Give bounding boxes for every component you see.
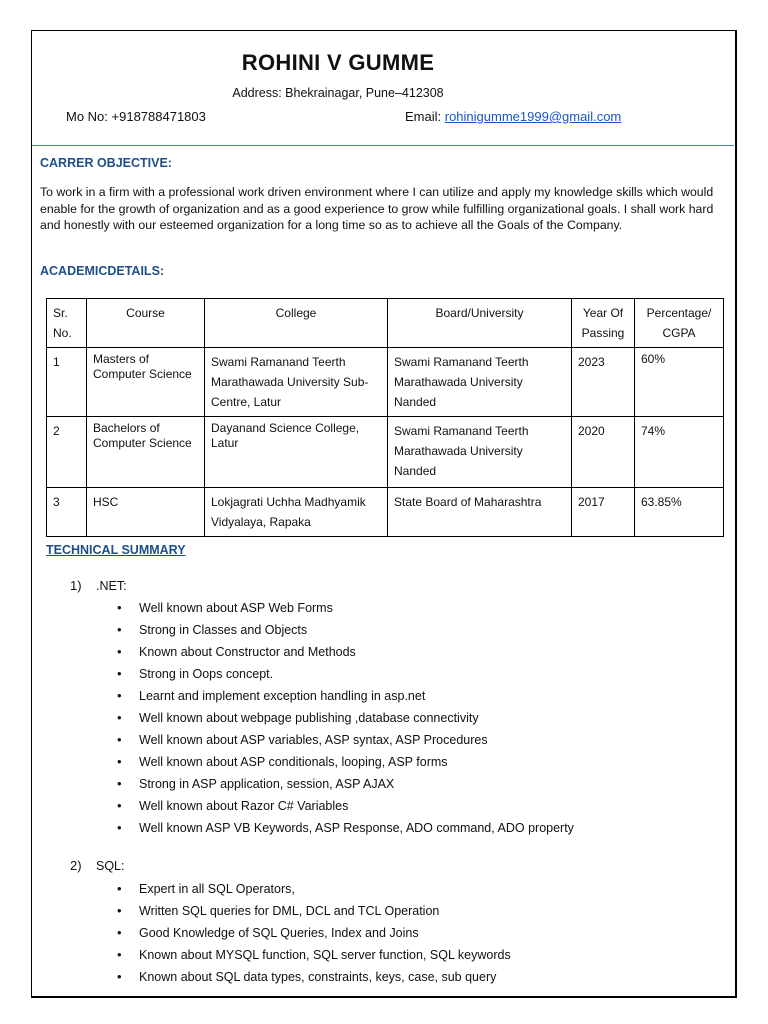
header-divider <box>32 145 734 146</box>
dotnet-skill-list <box>117 600 574 842</box>
technical-summary-heading: TECHNICAL SUMMARY <box>46 543 186 557</box>
list-item: • Known about SQL data types, constraints, keys, case, sub query <box>117 969 511 991</box>
mobile-number: Mo No: +918788471803 <box>66 109 206 124</box>
header-percentage: Percentage/ CGPA <box>635 299 724 348</box>
table-row <box>47 417 724 488</box>
cell-board: Swami Ramanand Teerth Marathawada University Nanded <box>388 348 572 417</box>
cell-percentage: 63.85% <box>635 488 724 537</box>
group-label: .NET: <box>96 579 127 593</box>
list-item: • Strong in Oops concept. <box>117 666 574 688</box>
list-item: • Well known ASP VB Keywords, ASP Response, ADO command, ADO property <box>117 820 574 842</box>
cell-course: Bachelors of Computer Science <box>87 417 205 488</box>
group-number: 1) <box>70 578 82 593</box>
header-course: Course <box>87 299 205 348</box>
table-row <box>47 488 724 537</box>
header-year: Year Of Passing <box>572 299 635 348</box>
candidate-name: ROHINI V GUMME <box>241 50 435 75</box>
objective-heading: CARRER OBJECTIVE: <box>40 156 172 170</box>
cell-college: Dayanand Science College, Latur <box>205 417 388 488</box>
header-college: College <box>205 299 388 348</box>
email-line <box>405 109 621 124</box>
cell-course: HSC <box>87 488 205 537</box>
header-board: Board/University <box>388 299 572 348</box>
cell-year: 2023 <box>572 348 635 417</box>
group-label: SQL: <box>96 859 125 873</box>
group-title-dotnet <box>70 578 127 593</box>
cell-percentage: 60% <box>635 348 724 417</box>
group-number: 2) <box>70 858 82 873</box>
table-row <box>47 348 724 417</box>
list-item: • Well known about ASP variables, ASP syntax, ASP Procedures <box>117 732 574 754</box>
academic-heading: ACADEMICDETAILS: <box>40 264 165 278</box>
cell-year: 2020 <box>572 417 635 488</box>
cell-sr: 3 <box>47 488 87 537</box>
email-link[interactable]: rohinigumme1999@gmail.com <box>444 109 622 124</box>
objective-text: To work in a firm with a professional work driven environment where I can utilize and apply my knowledge skills which would enable for the growth of organization and as a good experience to grow while fulfilling organizational goals. I shall work hard and honestly with our esteemed organization for a long time so as to achieve all the Goals of the Company. <box>40 185 714 232</box>
email-label: Email: <box>405 109 442 124</box>
cell-percentage: 74% <box>635 417 724 488</box>
list-item: • Written SQL queries for DML, DCL and TCL Operation <box>117 903 511 925</box>
table-header-row <box>47 299 724 348</box>
address: Address: Bhekrainagar, Pune–412308 <box>232 86 444 100</box>
list-item: • Learnt and implement exception handling in asp.net <box>117 688 574 710</box>
list-item: • Well known about webpage publishing ,database connectivity <box>117 710 574 732</box>
list-item: • Known about MYSQL function, SQL server function, SQL keywords <box>117 947 511 969</box>
list-item: • Good Knowledge of SQL Queries, Index and Joins <box>117 925 511 947</box>
cell-sr: 2 <box>47 417 87 488</box>
list-item: • Strong in ASP application, session, ASP AJAX <box>117 776 574 798</box>
cell-course: Masters of Computer Science <box>87 348 205 417</box>
list-item: • Expert in all SQL Operators, <box>117 881 511 903</box>
cell-college: Lokjagrati Uchha Madhyamik Vidyalaya, Rapaka <box>205 488 388 537</box>
academic-table <box>46 298 724 537</box>
list-item: • Well known about ASP Web Forms <box>117 600 574 622</box>
header-sr: Sr. No. <box>47 299 87 348</box>
group-title-sql <box>70 858 125 873</box>
cell-college: Swami Ramanand Teerth Marathawada University Sub-Centre, Latur <box>205 348 388 417</box>
list-item: • Well known about Razor C# Variables <box>117 798 574 820</box>
cell-sr: 1 <box>47 348 87 417</box>
cell-board: Swami Ramanand Teerth Marathawada University Nanded <box>388 417 572 488</box>
list-item: • Strong in Classes and Objects <box>117 622 574 644</box>
cell-board: State Board of Maharashtra <box>388 488 572 537</box>
list-item: • Known about Constructor and Methods <box>117 644 574 666</box>
cell-year: 2017 <box>572 488 635 537</box>
sql-skill-list <box>117 881 511 991</box>
list-item: • Well known about ASP conditionals, looping, ASP forms <box>117 754 574 776</box>
